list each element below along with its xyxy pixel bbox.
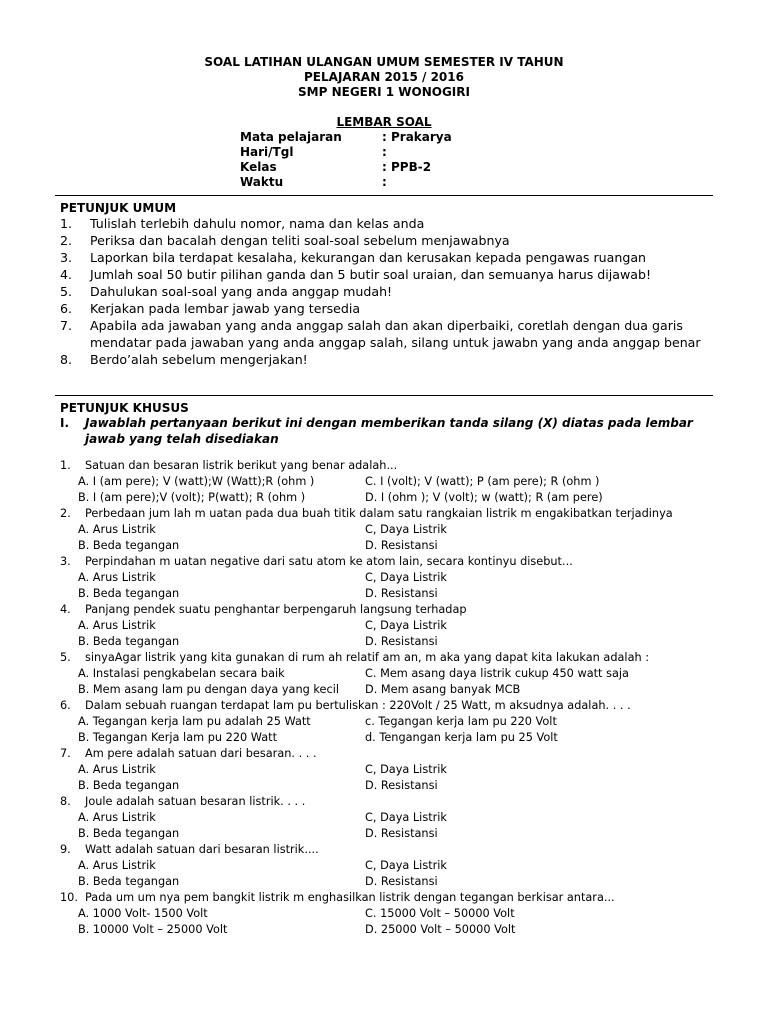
option-d: D. Resistansi: [365, 827, 438, 840]
list-item: [60, 351, 720, 368]
option-a: A. Arus Listrik: [78, 523, 156, 536]
question-item: [60, 506, 720, 554]
item-number: 8.: [60, 352, 73, 367]
item-number: 1.: [60, 216, 73, 231]
option-d: D. Resistansi: [365, 539, 438, 552]
option-b: B. Beda tegangan: [78, 827, 180, 840]
answer-options: [60, 714, 720, 746]
answer-options: [60, 762, 720, 794]
question-item: [60, 890, 720, 938]
option-c: C, Daya Listrik: [365, 571, 447, 584]
item-text: Tulislah terlebih dahulu nomor, nama dan kelas anda: [90, 216, 425, 231]
question-item: [60, 698, 720, 746]
item-text: Periksa dan bacalah dengan teliti soal-soal sebelum menjawabnya: [90, 233, 510, 248]
petunjuk-umum-list: [60, 215, 720, 368]
item-text: Berdo’alah sebelum mengerjakan!: [90, 352, 308, 367]
answer-options: [60, 522, 720, 554]
option-c: c. Tegangan kerja lam pu 220 Volt: [365, 715, 557, 728]
option-d: D. Mem asang banyak MCB: [365, 683, 521, 696]
petunjuk-khusus-title: PETUNJUK KHUSUS: [60, 401, 189, 415]
list-item: [60, 232, 720, 249]
option-b: B. Beda tegangan: [78, 875, 180, 888]
option-a: A. Instalasi pengkabelan secara baik: [78, 667, 285, 680]
document-header: [0, 55, 768, 100]
question-text: Watt adalah satuan dari besaran listrik....: [85, 843, 319, 856]
option-c: C. 15000 Volt – 50000 Volt: [365, 907, 515, 920]
item-number: 2.: [60, 233, 73, 248]
question-item: [60, 602, 720, 650]
question-number: 2.: [60, 507, 71, 520]
option-a: A. Arus Listrik: [78, 763, 156, 776]
question-stem: [60, 698, 720, 714]
question-number: 9.: [60, 843, 71, 856]
option-a: A. Arus Listrik: [78, 811, 156, 824]
option-b: B. Beda tegangan: [78, 539, 180, 552]
item-text: Apabila ada jawaban yang anda anggap salah dan akan diperbaiki, coretlah dengan dua garis mendatar pada jawaban yang anda anggap salah, silang untuk jawabn yang anda anggap benar: [90, 318, 701, 350]
list-item: [60, 317, 720, 351]
answer-options: [60, 570, 720, 602]
question-stem: [60, 650, 720, 666]
divider: [55, 395, 713, 396]
question-item: [60, 794, 720, 842]
option-a: A. Arus Listrik: [78, 571, 156, 584]
item-number: 4.: [60, 267, 73, 282]
question-item: [60, 746, 720, 794]
info-value: : Prakarya: [382, 130, 452, 144]
header-line-3: SMP NEGERI 1 WONOGIRI: [298, 85, 470, 99]
info-value: :: [382, 145, 387, 159]
info-value: :: [382, 175, 387, 189]
question-number: 8.: [60, 795, 71, 808]
option-a: A. I (am pere); V (watt);W (Watt);R (ohm ): [78, 475, 315, 488]
option-a: A. Arus Listrik: [78, 859, 156, 872]
info-label: Hari/Tgl: [240, 145, 294, 159]
intro-text: Jawablah pertanyaan berikut ini dengan memberikan tanda silang (X) diatas pada lembar jawab yang telah disediakan: [85, 416, 693, 446]
question-item: [60, 650, 720, 698]
question-stem: [60, 890, 720, 906]
option-d: d. Tengangan kerja lam pu 25 Volt: [365, 731, 558, 744]
question-stem: [60, 842, 720, 858]
petunjuk-umum-title: PETUNJUK UMUM: [60, 201, 177, 215]
question-number: 1.: [60, 459, 71, 472]
option-c: C, Daya Listrik: [365, 811, 447, 824]
question-item: [60, 458, 720, 506]
question-number: 3.: [60, 555, 71, 568]
option-c: C, Daya Listrik: [365, 523, 447, 536]
item-number: 5.: [60, 284, 73, 299]
question-stem: [60, 746, 720, 762]
info-label: Mata pelajaran: [240, 130, 342, 144]
question-text: Satuan dan besaran listrik berikut yang benar adalah...: [85, 459, 398, 472]
question-number: 6.: [60, 699, 71, 712]
header-line-2: PELAJARAN 2015 / 2016: [304, 70, 464, 84]
option-a: A. 1000 Volt- 1500 Volt: [78, 907, 208, 920]
item-text: Jumlah soal 50 butir pilihan ganda dan 5 butir soal uraian, dan semuanya harus dijawab!: [90, 267, 652, 282]
divider: [55, 195, 713, 196]
option-d: D. I (ohm ); V (volt); w (watt); R (am pere): [365, 491, 603, 504]
option-b: B. I (am pere);V (volt); P(watt); R (ohm ): [78, 491, 306, 504]
info-value: : PPB-2: [382, 160, 432, 174]
item-text: Kerjakan pada lembar jawab yang tersedia: [90, 301, 361, 316]
option-d: D. Resistansi: [365, 635, 438, 648]
question-stem: [60, 458, 720, 474]
option-a: A. Arus Listrik: [78, 619, 156, 632]
question-text: Perbedaan jum lah m uatan pada dua buah titik dalam satu rangkaian listrik m engakibatkan terjadinya: [85, 507, 673, 520]
answer-options: [60, 666, 720, 698]
item-number: 6.: [60, 301, 73, 316]
option-d: D. Resistansi: [365, 587, 438, 600]
header-line-1: SOAL LATIHAN ULANGAN UMUM SEMESTER IV TAHUN: [204, 55, 564, 69]
list-item: [60, 249, 720, 266]
option-b: B. Mem asang lam pu dengan daya yang kecil: [78, 683, 339, 696]
list-item: [60, 266, 720, 283]
question-text: Dalam sebuah ruangan terdapat lam pu bertuliskan : 220Volt / 25 Watt, m aksudnya adalah. . . .: [85, 699, 631, 712]
question-number: 7.: [60, 747, 71, 760]
question-stem: [60, 554, 720, 570]
question-list: [60, 458, 720, 938]
list-item: [60, 300, 720, 317]
answer-options: [60, 810, 720, 842]
info-label: Kelas: [240, 160, 277, 174]
question-text: Perpindahan m uatan negative dari satu atom ke atom lain, secara kontinyu disebut...: [85, 555, 573, 568]
question-item: [60, 842, 720, 890]
option-c: C. I (volt); V (watt); P (am pere); R (ohm ): [365, 475, 600, 488]
question-number: 4.: [60, 603, 71, 616]
question-number: 5.: [60, 651, 71, 664]
answer-options: [60, 858, 720, 890]
question-text: sinyaAgar listrik yang kita gunakan di rum ah relatif am an, m aka yang dapat kita lakukan adalah :: [85, 651, 650, 664]
option-c: C, Daya Listrik: [365, 619, 447, 632]
option-b: B. Beda tegangan: [78, 587, 180, 600]
question-text: Am pere adalah satuan dari besaran. . . .: [85, 747, 317, 760]
petunjuk-khusus-intro: [60, 415, 720, 447]
question-stem: [60, 506, 720, 522]
question-stem: [60, 602, 720, 618]
option-c: C. Mem asang daya listrik cukup 450 watt saja: [365, 667, 629, 680]
answer-options: [60, 474, 720, 506]
item-number: 3.: [60, 250, 73, 265]
question-text: Joule adalah satuan besaran listrik. . . .: [85, 795, 306, 808]
option-d: D. Resistansi: [365, 779, 438, 792]
question-text: Panjang pendek suatu penghantar berpengaruh langsung terhadap: [85, 603, 467, 616]
question-stem: [60, 794, 720, 810]
intro-number: I.: [60, 416, 70, 430]
question-item: [60, 554, 720, 602]
option-a: A. Tegangan kerja lam pu adalah 25 Watt: [78, 715, 311, 728]
item-text: Laporkan bila terdapat kesalaha, kekurangan dan kerusakan kepada pengawas ruangan: [90, 250, 647, 265]
answer-options: [60, 618, 720, 650]
item-number: 7.: [60, 318, 73, 333]
list-item: [60, 215, 720, 232]
question-text: Pada um um nya pem bangkit listrik m enghasilkan listrik dengan tegangan berkisar antara...: [85, 891, 615, 904]
option-b: B. Beda tegangan: [78, 779, 180, 792]
option-d: D. 25000 Volt – 50000 Volt: [365, 923, 516, 936]
answer-options: [60, 906, 720, 938]
option-b: B. Tegangan Kerja lam pu 220 Watt: [78, 731, 278, 744]
item-text: Dahulukan soal-soal yang anda anggap mudah!: [90, 284, 393, 299]
option-b: B. 10000 Volt – 25000 Volt: [78, 923, 228, 936]
option-d: D. Resistansi: [365, 875, 438, 888]
list-item: [60, 283, 720, 300]
question-number: 10.: [60, 891, 78, 904]
option-b: B. Beda tegangan: [78, 635, 180, 648]
option-c: C, Daya Listrik: [365, 763, 447, 776]
lembar-soal-title: LEMBAR SOAL: [336, 115, 432, 129]
info-label: Waktu: [240, 175, 284, 189]
option-c: C, Daya Listrik: [365, 859, 447, 872]
